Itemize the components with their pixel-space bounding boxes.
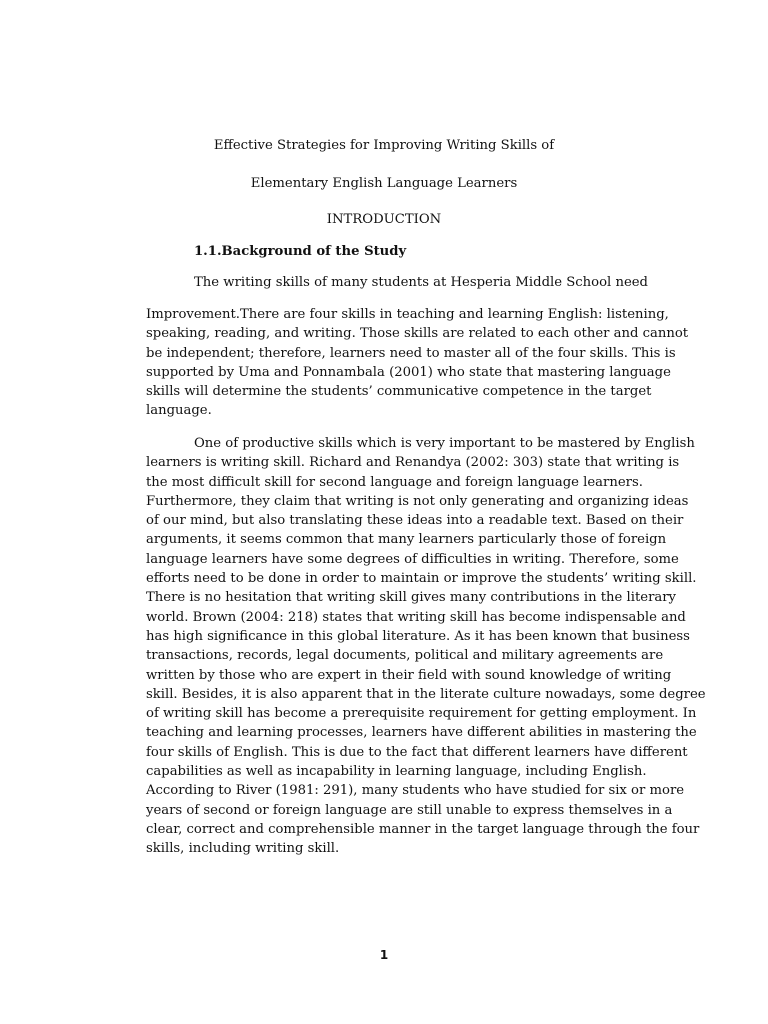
text-line: efforts need to be done in order to maintain or improve the students’ writing skill. bbox=[146, 571, 697, 587]
paragraph-1 bbox=[146, 305, 689, 421]
page-number: 1 bbox=[379, 948, 389, 962]
subsection-heading: 1.1.Background of the Study bbox=[194, 244, 407, 259]
text-line: transactions, records, legal documents, political and military agreements are bbox=[146, 648, 664, 664]
text-line: One of productive skills which is very important to be mastered by English bbox=[194, 436, 695, 451]
paragraph-1-first-line: The writing skills of many students at Hesperia Middle School need bbox=[194, 275, 648, 290]
text-line: years of second or foreign language are still unable to express themselves in a bbox=[146, 802, 673, 818]
text-line: clear, correct and comprehensible manner in the target language through the four bbox=[146, 821, 700, 837]
text-line: Furthermore, they claim that writing is not only generating and organizing ideas bbox=[146, 493, 689, 509]
text-line: the most difficult skill for second language and foreign language learners. bbox=[146, 474, 643, 490]
text-line: be independent; therefore, learners need to master all of the four skills. This is bbox=[146, 345, 676, 361]
text-line: of writing skill has become a prerequisite requirement for getting employment. In bbox=[146, 706, 697, 722]
text-line: written by those who are expert in their field with sound knowledge of writing bbox=[146, 667, 672, 683]
section-label: INTRODUCTION bbox=[326, 212, 442, 227]
document-title-line-2: Elementary English Language Learners bbox=[250, 176, 518, 191]
text-line: four skills of English. This is due to the fact that different learners have different bbox=[146, 744, 688, 760]
text-line: language. bbox=[146, 403, 212, 419]
text-line: capabilities as well as incapability in learning language, including English. bbox=[146, 764, 647, 780]
text-line: has high significance in this global literature. As it has been known that business bbox=[146, 628, 690, 644]
text-line: speaking, reading, and writing. Those skills are related to each other and cannot bbox=[146, 326, 689, 342]
text-line: Improvement.There are four skills in teaching and learning English: listening, bbox=[146, 307, 669, 322]
text-line: skills will determine the students’ communicative competence in the target bbox=[146, 384, 652, 400]
text-line: skills, including writing skill. bbox=[146, 841, 340, 857]
text-line: skill. Besides, it is also apparent that in the literate culture nowadays, some degree bbox=[146, 686, 706, 702]
paragraph-2 bbox=[146, 434, 706, 859]
text-line: world. Brown (2004: 218) states that writing skill has become indispensable and bbox=[146, 609, 686, 625]
text-line: language learners have some degrees of difficulties in writing. Therefore, some bbox=[146, 551, 679, 567]
text-line: teaching and learning processes, learners have different abilities in mastering the bbox=[146, 725, 697, 741]
text-line: According to River (1981: 291), many students who have studied for six or more bbox=[146, 783, 685, 799]
text-line: There is no hesitation that writing skill gives many contributions in the literary bbox=[146, 590, 676, 606]
text-line: of our mind, but also translating these ideas into a readable text. Based on their bbox=[146, 513, 684, 529]
text-line: arguments, it seems common that many learners particularly those of foreign bbox=[146, 532, 667, 548]
text-line: supported by Uma and Ponnambala (2001) who state that mastering language bbox=[146, 364, 671, 380]
document-title-line-1: Effective Strategies for Improving Writing Skills of bbox=[213, 138, 555, 153]
text-line: learners is writing skill. Richard and Renandya (2002: 303) state that writing is bbox=[146, 455, 680, 471]
